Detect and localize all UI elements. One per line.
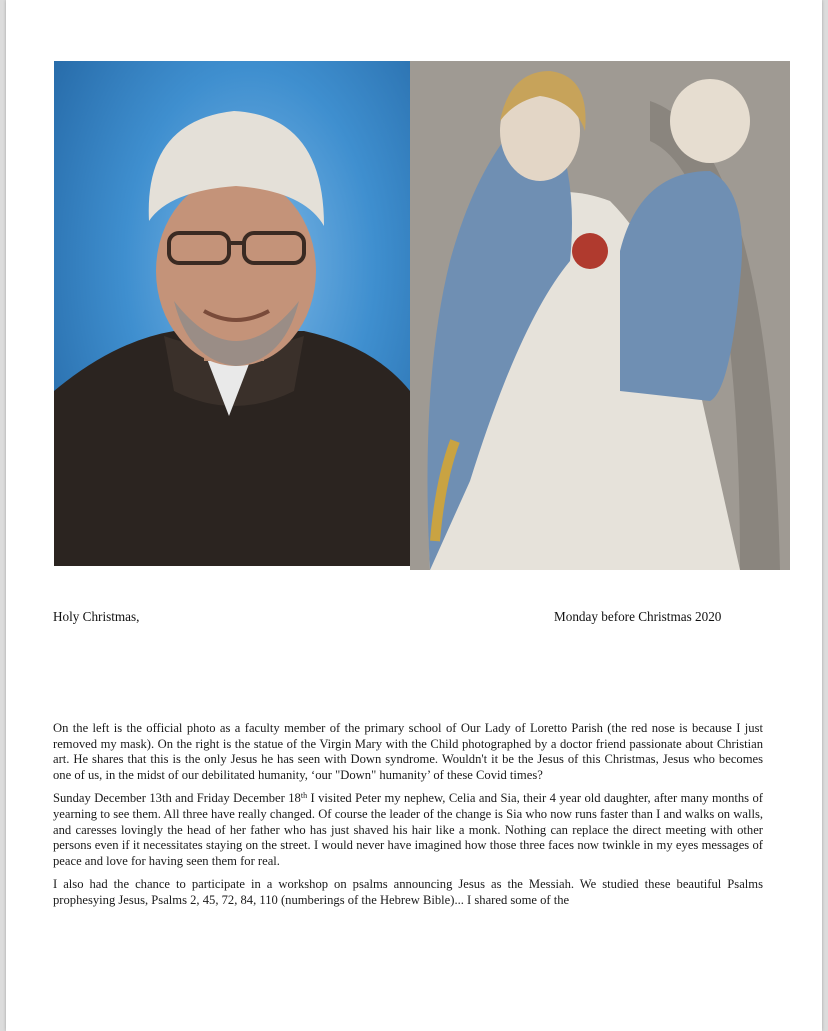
letter-body <box>53 721 763 917</box>
portrait-photo <box>54 61 410 566</box>
letter-salutation: Holy Christmas, <box>53 609 140 624</box>
paragraph-family-visit <box>53 791 763 869</box>
ordinal-suffix: th <box>300 791 308 801</box>
portrait-photo-drawing <box>54 61 410 566</box>
document-page <box>6 0 822 1031</box>
paragraph-psalms-workshop: I also had the chance to participate in a workshop on psalms announcing Jesus as the Messiah. We studied these beautiful Psalms prophesying Jesus, Psalms 2, 45, 72, 84, 110 (numberings of the Hebrew Bible)... I shared some of the <box>53 877 763 907</box>
paragraph-family-visit-start: Sunday December 13th and Friday December 18 <box>53 791 301 806</box>
madonna-statue-photo <box>410 61 790 570</box>
letter-dateline: Monday before Christmas 2020 <box>554 609 722 624</box>
paragraph-family-visit-rest: I visited Peter my nephew, Celia and Sia, their 4 year old daughter, after many months of yearning to see them. All three have really changed. Of course the leader of the change is Sia who now runs faster than I and walks on walls, and caresses lovingly the head of her father who has just shaved his hair like a monk. Nothing can replace the direct meeting with other persons even if it necessitates staying on the street. I would never have imagined how those three faces now twinkle in my eyes messages of peace and love for having seen them for real. <box>53 791 763 868</box>
paragraph-photos: On the left is the official photo as a faculty member of the primary school of Our Lady of Loretto Parish (the red nose is because I just removed my mask). On the right is the statue of the Virgin Mary with the Child photographed by a doctor friend passionate about Christian art. He shares that this is the only Jesus he has seen with Down syndrome. Wouldn't it be the Jesus of this Christmas, Jesus who becomes one of us, in the midst of our debilitated humanity, ‘our "Down" humanity’ of these Covid times? <box>53 721 763 782</box>
madonna-statue-drawing <box>410 61 790 570</box>
